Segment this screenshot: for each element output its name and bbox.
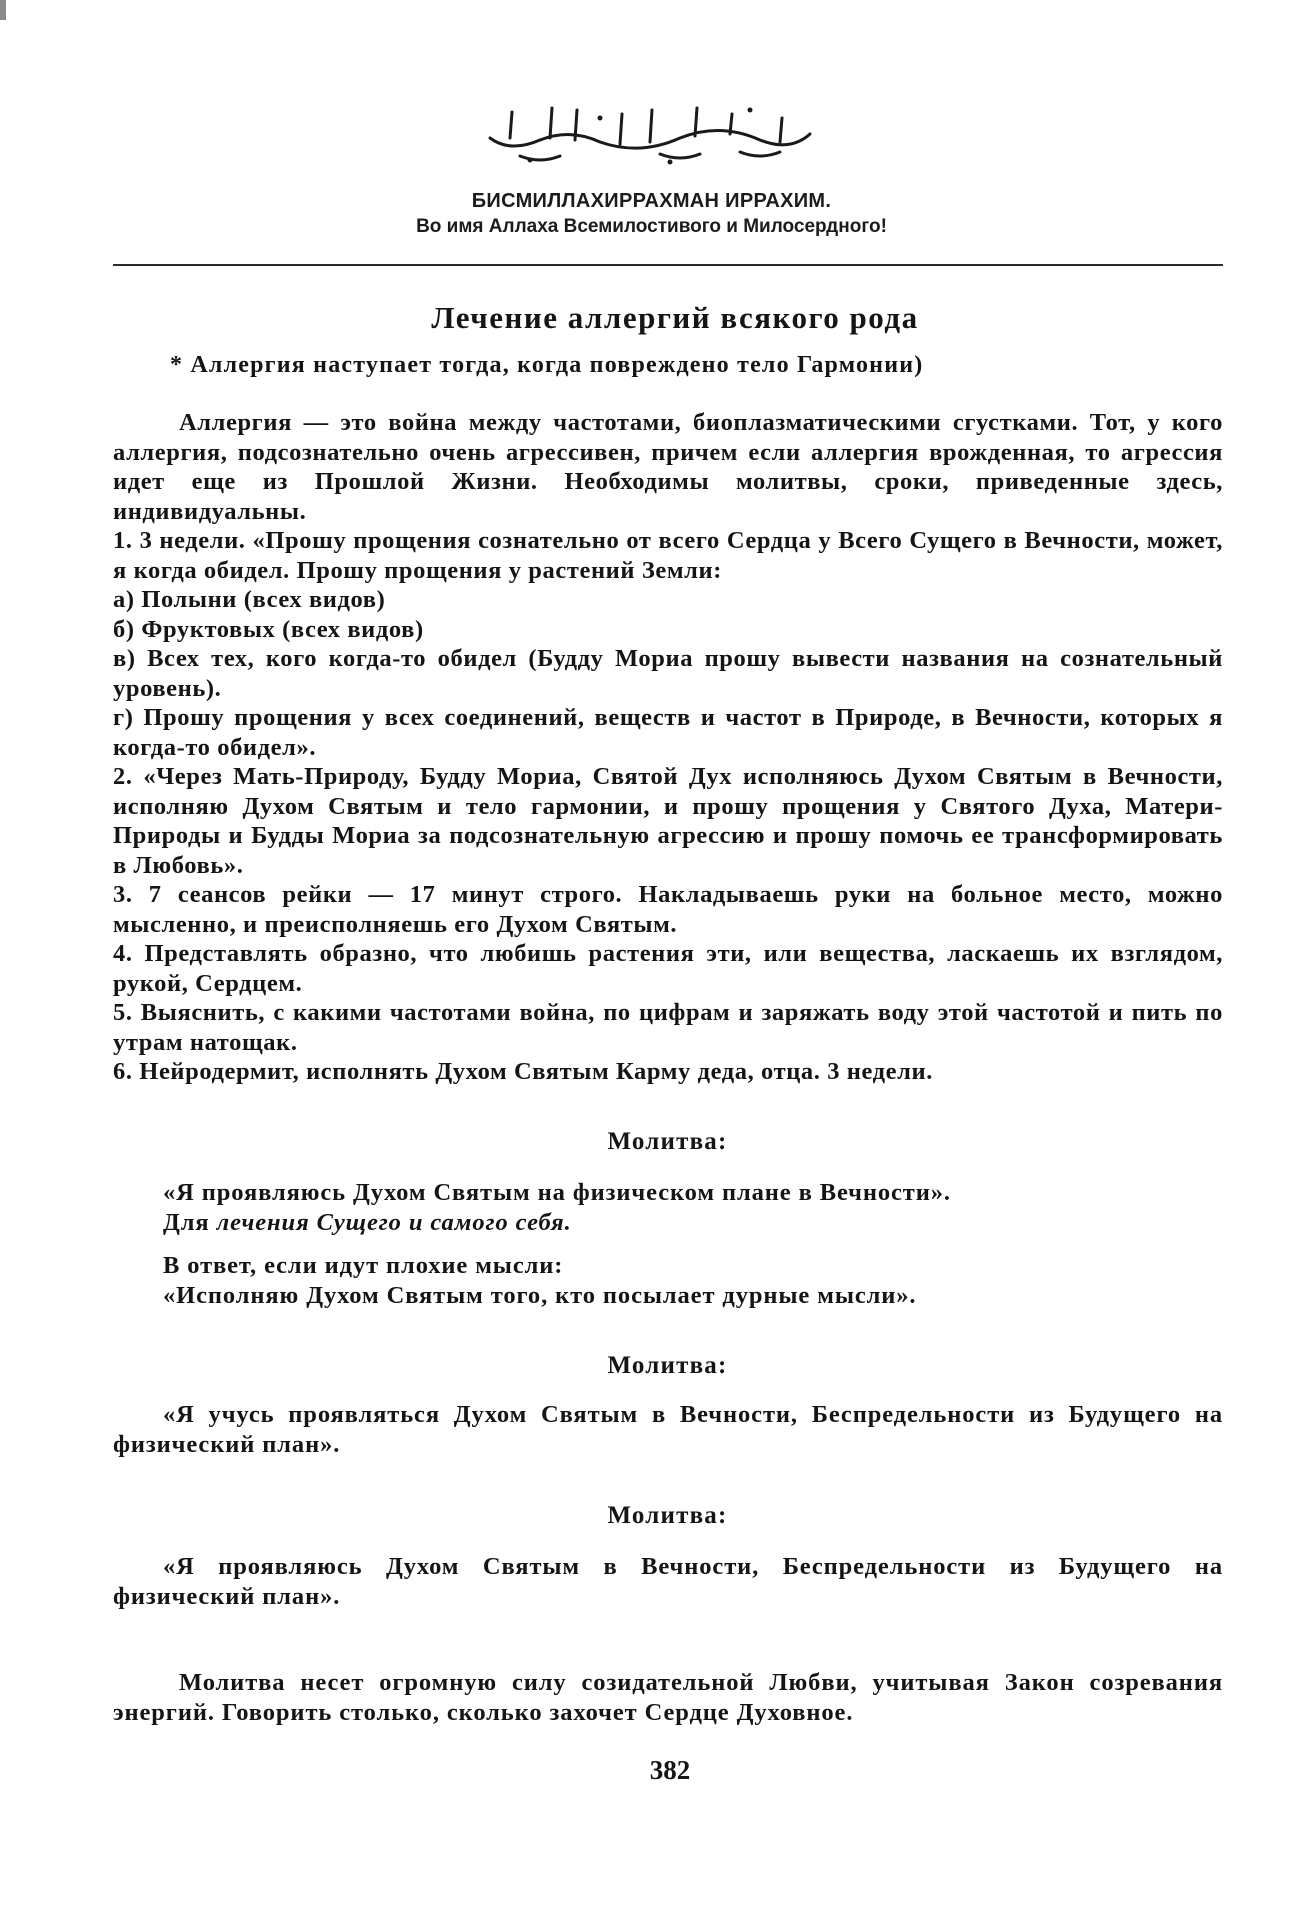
page-number: 382 [649,1755,691,1785]
prayer-1-line-3: В ответ, если идут плохие мысли: [163,1252,564,1279]
page-title: Лечение аллергий всякого рода [431,300,919,335]
list-item-4: 4. Представлять образно, что любишь растения эти, или вещества, ласкаешь их взглядом, рукой, Сердцем. [113,940,1223,997]
prayer-2-text: «Я учусь проявляться Духом Святым в Вечности, Беспредельности из Будущего на физический план». [113,1401,1223,1458]
page-subtitle: * Аллергия наступает тогда, когда повреждено тело Гармонии) [170,352,924,378]
prayer-3-text: «Я проявляюсь Духом Святым в Вечности, Беспредельности из Будущего на физический план». [113,1553,1223,1610]
intro-paragraph: Аллергия — это война между частотами, биоплазматическими сгустками. Тот, у кого аллергия, подсознательно очень агрессивен, причем если аллергия врожденная, то агрессия идет еще из Прошлой Жизни. Необходимы молитвы, сроки, приведенные здесь, индивидуальны. [113,409,1223,525]
prayer-heading-1: Молитва: [607,1128,728,1155]
prayer-1-line-1: «Я проявляюсь Духом Святым на физическом плане в Вечности». [163,1179,951,1206]
header-divider [113,264,1223,266]
basmala-transliteration: БИСМИЛЛАХИРРАХМАН ИРРАХИМ. [471,190,832,212]
arabic-calligraphy-image [480,98,820,168]
prayer-1-line-4: «Исполняю Духом Святым того, кто посылает дурные мысли». [163,1281,917,1309]
scan-edge-mark [0,0,6,20]
prayer-1-line-2-prefix: Для [163,1208,217,1236]
prayer-1-line-2-italic: лечения Сущего и самого себя. [216,1208,572,1236]
list-item-2: 2. «Через Мать-Природу, Будду Мориа, Святой Дух исполняюсь Духом Святым в Вечности, исполняю Духом Святым и тело гармонии, и прошу прощения у Святого Духа, Матери-Природы и Будды Мориа за подсознательную агрессию и прошу помочь ее трансформировать в Любовь». [113,763,1223,879]
list-item-5: 5. Выяснить, с какими частотами война, по цифрам и заряжать воду этой частотой и пить по утрам натощак. [113,999,1223,1056]
prayer-heading-2: Молитва: [607,1352,728,1379]
basmala-translation: Во имя Аллаха Всемилостивого и Милосердного! [416,216,887,237]
prayer-block-1 [113,1178,1223,1310]
list-item-1a: а) Полыни (всех видов) [113,586,386,613]
bismillah-calligraphy-icon [480,98,820,168]
list-item-1: 1. 3 недели. «Прошу прощения сознательно от всего Сердца у Всего Сущего в Вечности, может, я когда обидел. Прошу прощения у растений Земли: [113,527,1223,584]
list-item-1d: г) Прошу прощения у всех соединений, веществ и частот в Природе, в Вечности, которых я когда-то обидел». [113,704,1223,761]
list-item-6: 6. Нейродермит, исполнять Духом Святым Карму деда, отца. 3 недели. [113,1058,933,1085]
list-item-3: 3. 7 сеансов рейки — 17 минут строго. Накладываешь руки на больное место, можно мысленно, и преисполняешь его Духом Святым. [113,881,1223,938]
list-item-1c: в) Всех тех, кого когда-то обидел (Будду Мориа прошу вывести названия на сознательный уровень). [113,645,1223,702]
prayer-1-line-2 [113,1208,1223,1238]
list-item-1b: б) Фруктовых (всех видов) [113,615,424,643]
prayer-heading-3: Молитва: [607,1502,728,1529]
main-body-text [113,408,1223,1087]
closing-paragraph: Молитва несет огромную силу созидательной Любви, учитывая Закон созревания энергий. Говорить столько, сколько захочет Сердце Духовное. [113,1669,1223,1726]
